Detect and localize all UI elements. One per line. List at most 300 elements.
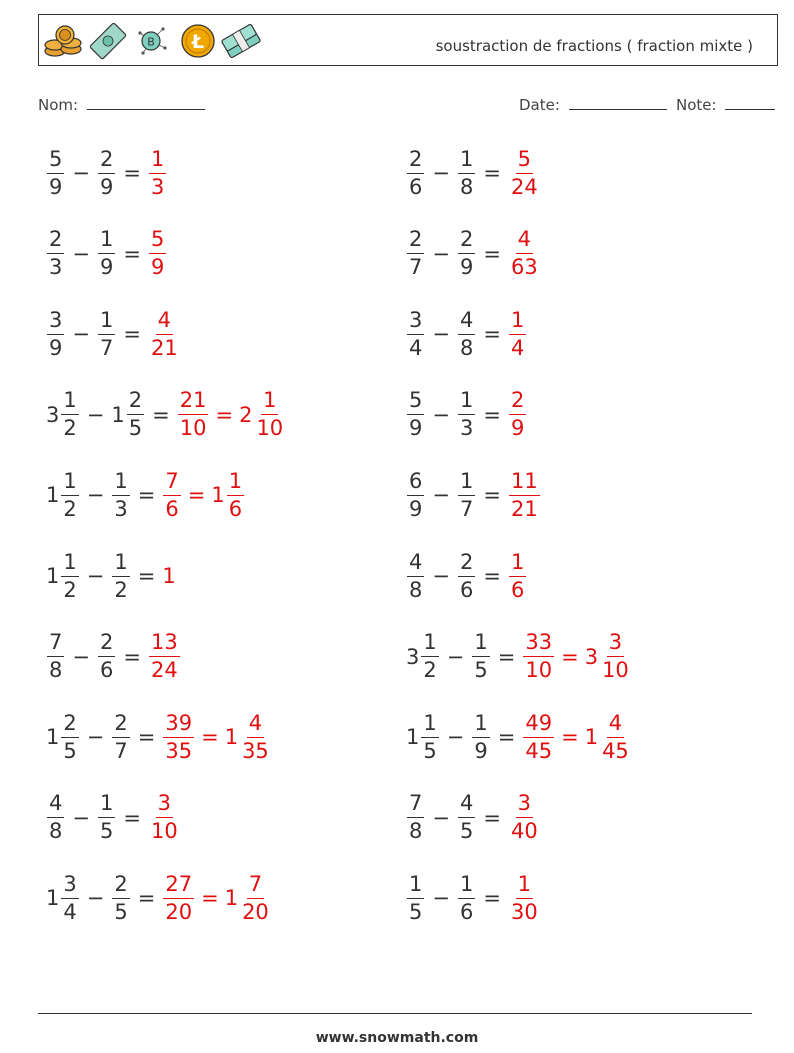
fraction (458, 390, 475, 439)
denominator: 8 (459, 335, 474, 360)
equals-sign: = (123, 161, 141, 185)
minus-sign: − (72, 241, 90, 266)
numerator: 1 (149, 149, 166, 174)
minuend (46, 549, 80, 602)
minus-sign: − (432, 483, 450, 508)
numerator: 5 (47, 149, 64, 174)
fraction (509, 307, 526, 360)
problem-item (406, 143, 541, 203)
answer (148, 632, 181, 681)
answer-term (508, 390, 527, 439)
denominator: 9 (459, 255, 474, 280)
minus-sign: − (72, 161, 90, 185)
fraction (112, 549, 129, 602)
whole-number: 3 (46, 402, 60, 427)
whole-number: 1 (46, 725, 60, 750)
numerator: 2 (98, 149, 115, 174)
denominator: 5 (474, 658, 488, 683)
denominator: 7 (114, 738, 128, 763)
denominator: 10 (525, 658, 553, 683)
fraction (458, 549, 475, 602)
numerator: 7 (163, 471, 180, 496)
subtrahend (111, 390, 145, 439)
equals-sign: = (123, 644, 141, 669)
minus-sign: − (72, 805, 90, 830)
fraction (240, 871, 271, 924)
numerator: 1 (421, 632, 438, 657)
numerator: 1 (98, 229, 115, 254)
denominator: 40 (510, 819, 538, 844)
fraction (149, 632, 180, 681)
fraction (61, 549, 78, 602)
minus-sign: − (432, 402, 450, 427)
equals-sign: = (483, 886, 501, 911)
denominator: 5 (409, 899, 423, 924)
problem-item (46, 304, 181, 364)
answer-term (508, 146, 541, 199)
numerator: 7 (407, 793, 424, 818)
minus-sign: − (432, 241, 450, 266)
fraction (407, 468, 424, 521)
fraction (47, 632, 64, 681)
problem-item (46, 707, 272, 767)
subtrahend (457, 307, 476, 360)
numerator: 33 (523, 632, 554, 657)
footer-website: www.snowmath.com (315, 1030, 479, 1046)
minuend (406, 549, 425, 602)
answer (522, 632, 631, 681)
answer-term (162, 710, 195, 763)
answer (148, 146, 167, 199)
denominator: 6 (228, 496, 243, 521)
problem-item (46, 224, 167, 284)
denominator: 4 (409, 335, 423, 360)
denominator: 5 (63, 738, 77, 763)
subtrahend (97, 229, 116, 278)
subtrahend (457, 146, 476, 199)
fraction (98, 146, 115, 199)
denominator: 8 (49, 658, 63, 683)
date-blank-line (569, 95, 667, 110)
fraction (178, 390, 209, 439)
fraction (98, 229, 115, 278)
denominator: 7 (99, 335, 114, 360)
equals-sign: = (123, 322, 141, 347)
fraction (163, 871, 194, 924)
answer (162, 710, 271, 763)
denominator: 3 (459, 416, 474, 441)
problem-item (406, 868, 541, 928)
answer-term (162, 871, 195, 924)
fraction (149, 307, 180, 360)
subtrahend (457, 793, 476, 842)
problem-item (46, 546, 177, 606)
answer-term (522, 710, 555, 763)
numerator: 1 (458, 471, 475, 496)
equals-sign: = (497, 725, 516, 750)
numerator: 3 (156, 793, 173, 818)
subtrahend (457, 229, 476, 278)
numerator: 2 (458, 229, 475, 254)
banknote-icon (90, 23, 127, 60)
numerator: 1 (98, 310, 115, 335)
fraction (421, 710, 438, 763)
whole-number: 1 (211, 483, 225, 508)
cash-bundle-icon (221, 24, 260, 58)
problem-item (46, 627, 181, 687)
numerator: 3 (407, 310, 424, 335)
numerator: 49 (523, 713, 554, 738)
name-label: Nom: (38, 96, 79, 114)
subtrahend (111, 468, 130, 521)
minus-sign: − (86, 564, 105, 588)
answer (508, 146, 541, 199)
numerator: 5 (407, 390, 424, 415)
subtrahend (111, 871, 130, 924)
whole-number: 1 (224, 886, 239, 911)
problem-item (406, 304, 527, 364)
denominator: 9 (49, 335, 63, 360)
worksheet-header (38, 14, 778, 66)
denominator: 63 (510, 255, 538, 280)
numerator: 1 (61, 390, 78, 415)
subtrahend (471, 710, 490, 763)
minus-sign: − (446, 644, 465, 669)
numerator: 1 (112, 552, 129, 577)
answer (508, 793, 541, 842)
subtrahend (457, 390, 476, 439)
minuend (46, 390, 80, 439)
minus-sign: − (72, 644, 90, 669)
numerator: 2 (112, 713, 129, 738)
denominator: 9 (150, 255, 165, 280)
problem-item (406, 707, 632, 767)
denominator: 5 (99, 819, 114, 844)
minuend (406, 871, 425, 924)
fraction (163, 468, 180, 521)
denominator: 10 (602, 658, 629, 683)
denominator: 7 (459, 496, 474, 521)
numerator: 4 (247, 713, 264, 738)
minus-sign: − (72, 322, 90, 347)
problem-item (406, 465, 541, 525)
numerator: 3 (47, 310, 64, 335)
numerator: 2 (61, 713, 78, 738)
whole-number: 1 (46, 886, 60, 911)
minuend (406, 229, 425, 278)
answer-term (224, 871, 272, 924)
problem-item (406, 546, 527, 606)
answer (508, 549, 527, 602)
numerator: 4 (458, 310, 475, 335)
minus-sign: − (86, 402, 105, 427)
numerator: 1 (516, 874, 533, 899)
fraction (47, 793, 64, 842)
fraction (407, 549, 424, 602)
subtrahend (471, 632, 490, 681)
denominator: 8 (409, 577, 423, 602)
numerator: 5 (516, 149, 533, 174)
denominator: 6 (165, 496, 179, 521)
numerator: 1 (421, 713, 438, 738)
numerator: 7 (47, 632, 64, 657)
minus-sign: − (432, 322, 450, 347)
equals-sign: = (187, 483, 206, 508)
fraction (407, 871, 424, 924)
answer-term (177, 390, 210, 439)
equals-sign: = (137, 886, 156, 911)
denominator: 24 (150, 658, 178, 683)
minuend (46, 710, 80, 763)
fraction (254, 390, 285, 439)
minuend (406, 793, 425, 842)
numerator: 1 (61, 471, 78, 496)
minus-sign: − (86, 483, 105, 508)
whole-number: 1 (111, 402, 125, 427)
equals-sign: = (497, 644, 516, 669)
numerator: 4 (607, 713, 624, 738)
fraction (98, 307, 115, 360)
denominator: 5 (114, 899, 128, 924)
numerator: 2 (407, 229, 424, 254)
denominator: 4 (63, 899, 77, 924)
answer (148, 229, 167, 278)
denominator: 5 (459, 819, 474, 844)
fraction (112, 871, 129, 924)
denominator: 10 (179, 416, 207, 441)
bitcoin-network-icon (138, 27, 166, 54)
denominator: 20 (242, 899, 269, 924)
footer-divider (38, 1013, 752, 1014)
denominator: 6 (510, 577, 525, 602)
numerator: 11 (509, 471, 540, 496)
numerator: 1 (472, 632, 489, 657)
answer (508, 307, 527, 360)
whole-number: 1 (406, 725, 420, 750)
minus-sign: − (446, 725, 465, 750)
fraction (421, 632, 438, 681)
subtrahend (111, 549, 130, 602)
answer-term (508, 468, 541, 521)
answer (508, 871, 541, 924)
problem-item (46, 385, 286, 445)
subtrahend (97, 307, 116, 360)
denominator: 9 (409, 416, 423, 441)
denominator: 10 (150, 819, 178, 844)
subtrahend (457, 871, 476, 924)
answer (162, 871, 271, 924)
fraction (600, 632, 631, 681)
minuend (406, 390, 425, 439)
numerator: 1 (509, 552, 526, 577)
denominator: 9 (99, 174, 114, 199)
numerator: 2 (127, 390, 144, 415)
minuend (46, 871, 80, 924)
fraction (61, 871, 78, 924)
answer-term (508, 549, 527, 602)
numerator: 1 (227, 471, 244, 496)
numerator: 4 (516, 229, 533, 254)
equals-sign: = (201, 725, 219, 750)
denominator: 9 (99, 255, 114, 280)
equals-sign: = (561, 644, 579, 669)
minus-sign: − (86, 886, 105, 911)
equals-sign: = (123, 241, 141, 266)
denominator: 3 (114, 496, 128, 521)
answer (162, 564, 176, 588)
minuend (46, 468, 80, 521)
denominator: 3 (150, 174, 165, 199)
equals-sign: = (152, 402, 170, 427)
numerator: 2 (407, 149, 424, 174)
denominator: 5 (128, 416, 143, 441)
denominator: 8 (459, 174, 474, 199)
problem-item (46, 143, 167, 203)
problem-item (46, 788, 181, 848)
fraction (149, 146, 166, 199)
answer-term (148, 632, 181, 681)
numerator: 1 (407, 874, 424, 899)
minuend (46, 307, 65, 360)
subtrahend (97, 632, 116, 681)
litecoin-icon (182, 25, 214, 57)
numerator: 1 (458, 149, 475, 174)
answer-term (522, 632, 555, 681)
fraction (458, 793, 475, 842)
problem-item (406, 788, 541, 848)
fraction (227, 468, 244, 521)
whole-number: 1 (46, 483, 60, 508)
date-field (519, 95, 667, 114)
minuend (46, 793, 65, 842)
denominator: 21 (150, 335, 178, 360)
numerator: 27 (163, 874, 194, 899)
fraction (98, 632, 115, 681)
numerator: 4 (458, 793, 475, 818)
note-field (676, 95, 775, 114)
fraction (458, 229, 475, 278)
numerator: 7 (247, 874, 264, 899)
fraction (458, 146, 475, 199)
subtrahend (111, 710, 130, 763)
svg-text:Ł: Ł (191, 31, 205, 53)
equals-sign: = (483, 161, 501, 185)
numerator: 1 (509, 310, 526, 335)
denominator: 45 (525, 738, 553, 763)
fraction (407, 146, 424, 199)
problem-item (46, 465, 245, 525)
fraction (509, 229, 540, 278)
answer (177, 390, 286, 439)
denominator: 35 (165, 738, 193, 763)
minuend (406, 307, 425, 360)
numerator: 4 (47, 793, 64, 818)
minus-sign: − (432, 161, 450, 185)
answer-term (148, 229, 167, 278)
numerator: 1 (472, 713, 489, 738)
answer (508, 390, 527, 439)
answer-term (162, 468, 181, 521)
fraction (509, 549, 526, 602)
answer-term (508, 871, 541, 924)
whole-number: 2 (239, 402, 253, 427)
problem-item (406, 224, 541, 284)
answer (148, 793, 181, 842)
whole-number: 3 (584, 644, 599, 669)
minus-sign: − (432, 564, 450, 588)
fraction (407, 307, 424, 360)
worksheet-title: soustraction de fractions ( fraction mixte ) (435, 37, 753, 55)
note-label: Note: (676, 96, 717, 114)
denominator: 2 (423, 658, 437, 683)
fraction (509, 468, 540, 521)
numerator: 1 (458, 874, 475, 899)
answer-term (508, 793, 541, 842)
answer (508, 229, 541, 278)
denominator: 10 (256, 416, 284, 441)
fraction (240, 710, 271, 763)
denominator: 9 (49, 174, 63, 199)
denominator: 8 (49, 819, 63, 844)
numerator: 4 (156, 310, 173, 335)
denominator: 6 (459, 899, 474, 924)
subtrahend (97, 146, 116, 199)
fraction (509, 146, 540, 199)
equals-sign: = (483, 564, 501, 588)
numerator: 21 (178, 390, 209, 415)
denominator: 8 (409, 819, 423, 844)
numerator: 39 (163, 713, 194, 738)
answer-term (585, 632, 632, 681)
problem-item (406, 385, 527, 445)
answer-term (224, 710, 272, 763)
fraction (458, 307, 475, 360)
answer (162, 468, 245, 521)
whole-number: 1 (46, 564, 60, 588)
minuend (46, 632, 65, 681)
name-blank-line (87, 95, 205, 110)
answer-term (239, 390, 286, 439)
answer-term (148, 146, 167, 199)
numerator: 3 (607, 632, 624, 657)
equals-sign: = (123, 805, 141, 830)
fraction (98, 793, 115, 842)
numerator: 4 (407, 552, 424, 577)
denominator: 2 (63, 416, 77, 441)
fraction (61, 468, 78, 521)
subtrahend (457, 468, 476, 521)
denominator: 4 (510, 335, 525, 360)
denominator: 9 (474, 738, 488, 763)
whole-number: 3 (406, 644, 420, 669)
equals-sign: = (483, 402, 501, 427)
numerator: 3 (516, 793, 533, 818)
equals-sign: = (137, 725, 156, 750)
denominator: 45 (602, 738, 629, 763)
fraction (47, 229, 64, 278)
equals-sign: = (201, 886, 219, 911)
whole-number: 1 (224, 725, 239, 750)
denominator: 9 (409, 496, 423, 521)
numerator: 1 (61, 552, 78, 577)
note-blank-line (725, 95, 775, 110)
fraction (472, 632, 489, 681)
numerator: 2 (98, 632, 115, 657)
fraction (149, 229, 166, 278)
minus-sign: − (86, 725, 105, 750)
answer (522, 710, 631, 763)
answer (508, 468, 541, 521)
